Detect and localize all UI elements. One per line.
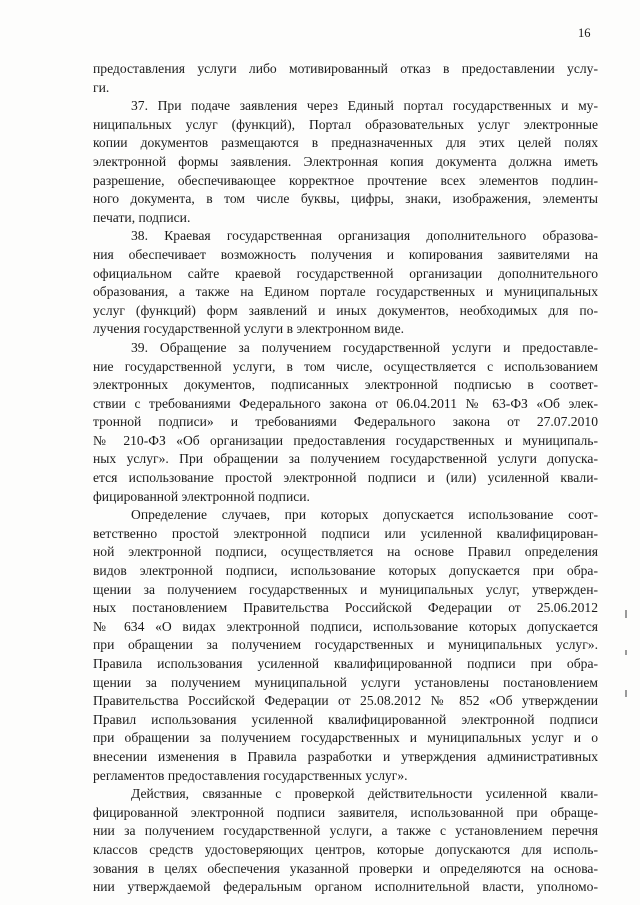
text-line: лучения государственной услуги в электронном виде. [93, 321, 405, 337]
text-line: Правил использования усиленной квалифицированной электронной подписи [93, 711, 598, 727]
scan-edge-mark [625, 690, 627, 697]
paragraph-continued [93, 60, 598, 97]
text-line: при обращении за получением государственных и муниципальных услуг и о [93, 730, 598, 746]
text-line: фицированной электронной подписи. [93, 488, 310, 504]
text-line: ние государственной услуги, в том числе, осуществляется с использованием [93, 358, 598, 374]
text-line: образования, а также на Едином портале государственных и муниципальных [93, 284, 598, 300]
text-line: ных услуг». При обращении за получением государственной услуги допуска- [93, 451, 598, 467]
text-line: щении за получением государственных и муниципальных услуг, утвержден- [93, 581, 598, 597]
text-line: внесении изменения в Правила разработки и утверждения административных [93, 748, 598, 764]
text-line: разрешение, обеспечивающее корректное прочтение всех элементов подлин- [93, 172, 598, 188]
page-number: 16 [578, 26, 591, 40]
text-line: услуг (функций) форм заявлений и иных документов, необходимых для по- [93, 302, 598, 318]
document-body [93, 60, 598, 897]
text-line: ния обеспечивает возможность получения и копирования заявителями на [93, 246, 598, 262]
text-line: ного документа, в том числе буквы, цифры, знаки, изображения, элементы [93, 191, 598, 207]
paragraph-definition [93, 506, 598, 785]
text-line: № 210-ФЗ «Об организации предоставления государственных и муниципаль- [93, 432, 598, 448]
text-line: 37. При подаче заявления через Единый портал государственных и му- [131, 98, 598, 114]
text-line: нии за получением государственной услуги, а также с установлением перечня [93, 823, 598, 839]
text-line: Правительства Российской Федерации от 25.08.2012 № 852 «Об утверждении [93, 693, 598, 709]
paragraph-37 [93, 97, 598, 227]
text-line: Правила использования усиленной квалифицированной подписи при обра- [93, 656, 598, 671]
text-line: 38. Краевая государственная организация дополнительного образова- [131, 228, 598, 244]
paragraph-38 [93, 227, 598, 339]
paragraph-actions [93, 785, 598, 897]
text-line: зования в целях обеспечения указанной проверки и определяются на основа- [93, 860, 598, 876]
text-line: копии документов размещаются в предназначенных для этих целей полях [93, 135, 598, 151]
text-line: ветственно простой электронной подписи или усиленной квалифицирован- [93, 525, 598, 541]
text-line: Действия, связанные с проверкой действительности усиленной квали- [131, 786, 598, 802]
text-line: ных постановлением Правительства Российской Федерации от 25.06.2012 [93, 600, 598, 616]
text-line: 39. Обращение за получением государственной услуги и предоставле- [131, 339, 598, 355]
text-line: классов средств удостоверяющих центров, которые допускаются для исполь- [93, 841, 598, 857]
scan-edge-mark [625, 610, 627, 618]
text-line: Определение случаев, при которых допускается использование соот- [131, 507, 598, 523]
text-line: электронной формы заявления. Электронная копия документа должна иметь [93, 153, 598, 169]
text-line: ствии с требованиями Федерального закона от 06.04.2011 № 63-ФЗ «Об элек- [93, 395, 598, 411]
paragraph-39 [93, 339, 598, 506]
text-line: щении за получением муниципальной услуги установлены постановлением [93, 674, 598, 690]
text-line: тронной подписи» и требованиями Федерального закона от 27.07.2010 [93, 414, 598, 430]
text-line: регламентов предоставления государственных услуг». [93, 767, 408, 783]
text-line: нии утверждаемой федеральным органом исполнительной власти, уполномо- [93, 879, 598, 895]
scan-edge-mark [625, 650, 627, 655]
text-line: ниципальных услуг (функций), Портал образовательных услуг электронные [93, 116, 598, 132]
text-line: № 634 «О видах электронной подписи, использование которых допускается [93, 618, 598, 634]
text-line: ги. [93, 79, 110, 95]
text-line: официальном сайте краевой государственной организации дополнительного [93, 265, 598, 281]
text-line: ется использование простой электронной подписи и (или) усиленной квали- [93, 470, 598, 486]
text-line: при обращении за получением государственных и муниципальных услуг». [93, 637, 598, 653]
text-line: электронных документов, подписанных электронной подписью в соответ- [93, 377, 598, 393]
text-line: видов электронной подписи, использование которых допускается при обра- [93, 563, 598, 579]
text-line: печати, подписи. [93, 209, 191, 225]
text-line: фицированной электронной подписи заявителя, использованной при обраще- [93, 804, 598, 820]
text-line: ной электронной подписи, осуществляется на основе Правил определения [93, 544, 598, 560]
text-line: предоставления услуги либо мотивированный отказ в предоставлении услу- [93, 61, 598, 76]
